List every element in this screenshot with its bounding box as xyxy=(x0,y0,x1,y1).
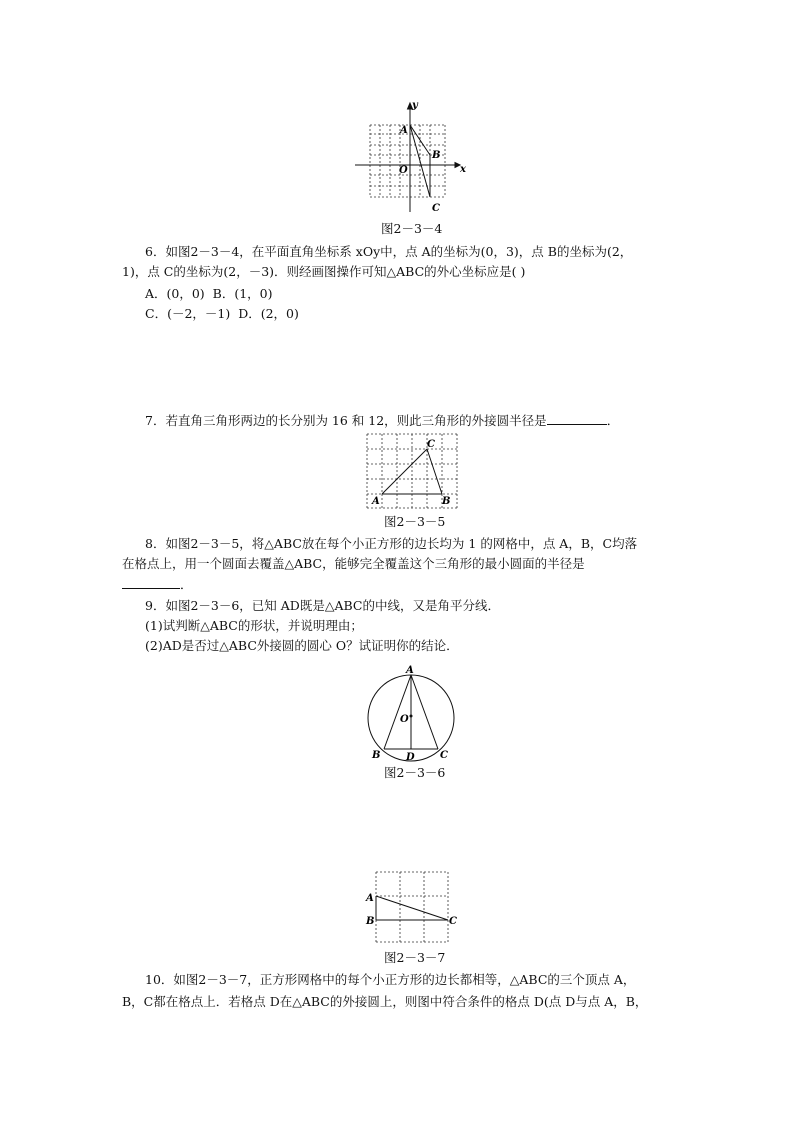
fig236-label-O: O xyxy=(400,714,409,725)
fig236-label-C: C xyxy=(440,750,448,761)
q6-option-b: B．(1，0) xyxy=(212,286,273,301)
fig235-label-A: A xyxy=(372,496,380,507)
fig235-label-B: B xyxy=(442,496,451,507)
fig237-label-C: C xyxy=(449,916,457,927)
figure-2-3-7 xyxy=(362,868,462,946)
fig234-label-B: B xyxy=(432,150,441,161)
q7-line xyxy=(145,412,619,429)
fig234-label-A: A xyxy=(400,125,408,136)
fig234-label-C: C xyxy=(432,203,440,214)
fig236-label-A: A xyxy=(406,665,414,676)
q8-line3 xyxy=(122,576,193,593)
fig234-label-O: O xyxy=(399,165,408,176)
q6-options-row1 xyxy=(145,286,273,302)
q9-line1: 9．如图2－3－6，已知 AD既是△ABC的中线，又是角平分线． xyxy=(145,598,500,613)
q8-line2: 在格点上，用一个圆面去覆盖△ABC，能够完全覆盖这个三角形的最小圆面的半径是 xyxy=(122,556,585,571)
q10-line2: B，C都在格点上．若格点 D在△ABC的外接圆上，则图中符合条件的格点 D(点 D与点 A，B， xyxy=(122,994,648,1009)
figure-2-3-4 xyxy=(350,98,480,214)
fig237-caption: 图2－3－7 xyxy=(384,950,446,965)
q8-line1: 8．如图2－3－5，将△ABC放在每个小正方形的边长均为 1 的网格中，点 A，B，C均落 xyxy=(145,536,638,551)
fig234-label-x: x xyxy=(460,164,466,175)
fig235-label-C: C xyxy=(427,439,435,450)
figure-2-3-5 xyxy=(362,430,462,512)
q9-sub1: (1)试判断△ABC的形状，并说明理由； xyxy=(145,618,363,633)
q7-end: ． xyxy=(606,413,620,428)
fig236-label-B: B xyxy=(372,750,381,761)
q6-option-c: C．(－2，－1) xyxy=(145,306,231,321)
q8-end: ． xyxy=(180,577,193,592)
q8-answer-blank[interactable] xyxy=(122,576,180,589)
q7-answer-blank[interactable] xyxy=(547,412,607,425)
q10-line1: 10．如图2－3－7，正方形网格中的每个小正方形的边长都相等，△ABC的三个顶点 A， xyxy=(145,972,636,987)
figure-2-3-6 xyxy=(362,665,462,765)
fig237-label-A: A xyxy=(366,893,374,904)
fig237-label-B: B xyxy=(366,916,375,927)
fig236-caption: 图2－3－6 xyxy=(384,765,446,780)
fig236-label-D: D xyxy=(406,752,415,763)
fig234-label-y: y xyxy=(412,100,418,111)
fig234-caption: 图2－3－4 xyxy=(381,221,443,236)
q6-option-a: A．(0，0) xyxy=(145,286,205,301)
q7-text: 7．若直角三角形两边的长分别为 16 和 12，则此三角形的外接圆半径是 xyxy=(145,413,547,428)
fig235-caption: 图2－3－5 xyxy=(384,514,446,529)
q9-sub2: (2)AD是否过△ABC外接圆的圆心 O？试证明你的结论． xyxy=(145,638,459,653)
q6-option-d: D．(2，0) xyxy=(238,306,299,321)
q6-line1: 6．如图2－3－4，在平面直角坐标系 xOy中，点 A的坐标为(0，3)，点 B的坐标为(2， xyxy=(145,244,633,259)
q6-options-row2 xyxy=(145,306,299,322)
q6-line2: 1)，点 C的坐标为(2，－3)．则经画图操作可知△ABC的外心坐标应是( ) xyxy=(122,264,526,279)
